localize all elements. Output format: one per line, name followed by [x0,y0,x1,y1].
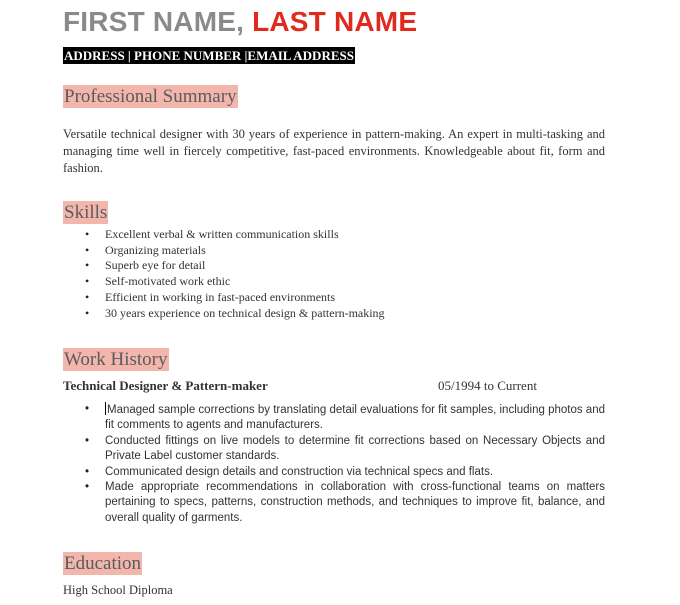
skill-item: • Excellent verbal & written communication skills [63,227,385,243]
summary-heading: Professional Summary [64,86,237,107]
duty-item [63,480,605,526]
duty-text: Made appropriate recommendations in collaboration with cross-functional teams on matters pertaining to specs, patterns, construction methods, and techniques to improve fit, balance, and overall quality of garments. [105,481,605,524]
education-degree: High School Diploma [63,583,173,597]
job-header [63,378,605,396]
skills-heading: Skills [64,202,108,223]
summary-text: Versatile technical designer with 30 years of experience in pattern-making. An expert in multi-tasking and managing time well in fiercely competitive, fast-paced environments. Knowledgeable about fit, form and fashion. [63,127,605,175]
duty-item [63,465,605,480]
skill-item: • Self-motivated work ethic [63,274,385,290]
skill-item: • Superb eye for detail [63,258,385,274]
duty-text: Managed sample corrections by translating detail evaluations for fit samples, including photos and fit comments to agents and manufacturers. [105,404,605,432]
skill-item: • Efficient in working in fast-paced environments [63,290,385,306]
last-name: LAST NAME [252,6,418,37]
duty-item[interactable] [63,402,605,434]
work-history-heading: Work History [64,349,168,370]
skills-list [63,227,385,321]
skill-item: • Organizing materials [63,243,385,259]
text-cursor [105,402,106,415]
skill-item: • 30 years experience on technical design & pattern-making [63,306,385,322]
job-duties-list [63,402,605,526]
education-heading: Education [64,553,142,574]
candidate-name [63,6,417,38]
duty-item [63,434,605,465]
contact-line: ADDRESS | PHONE NUMBER |EMAIL ADDRESS [64,48,354,63]
first-name: FIRST NAME, [63,6,245,37]
duty-text: Conducted fittings on live models to determine fit corrections based on Necessary Objects and Private Label customer standards. [105,434,605,463]
duty-text: Communicated design details and construction via technical specs and flats. [105,465,494,478]
job-title: Technical Designer & Pattern-maker [63,378,268,393]
job-dates: 05/1994 to Current [438,378,537,393]
